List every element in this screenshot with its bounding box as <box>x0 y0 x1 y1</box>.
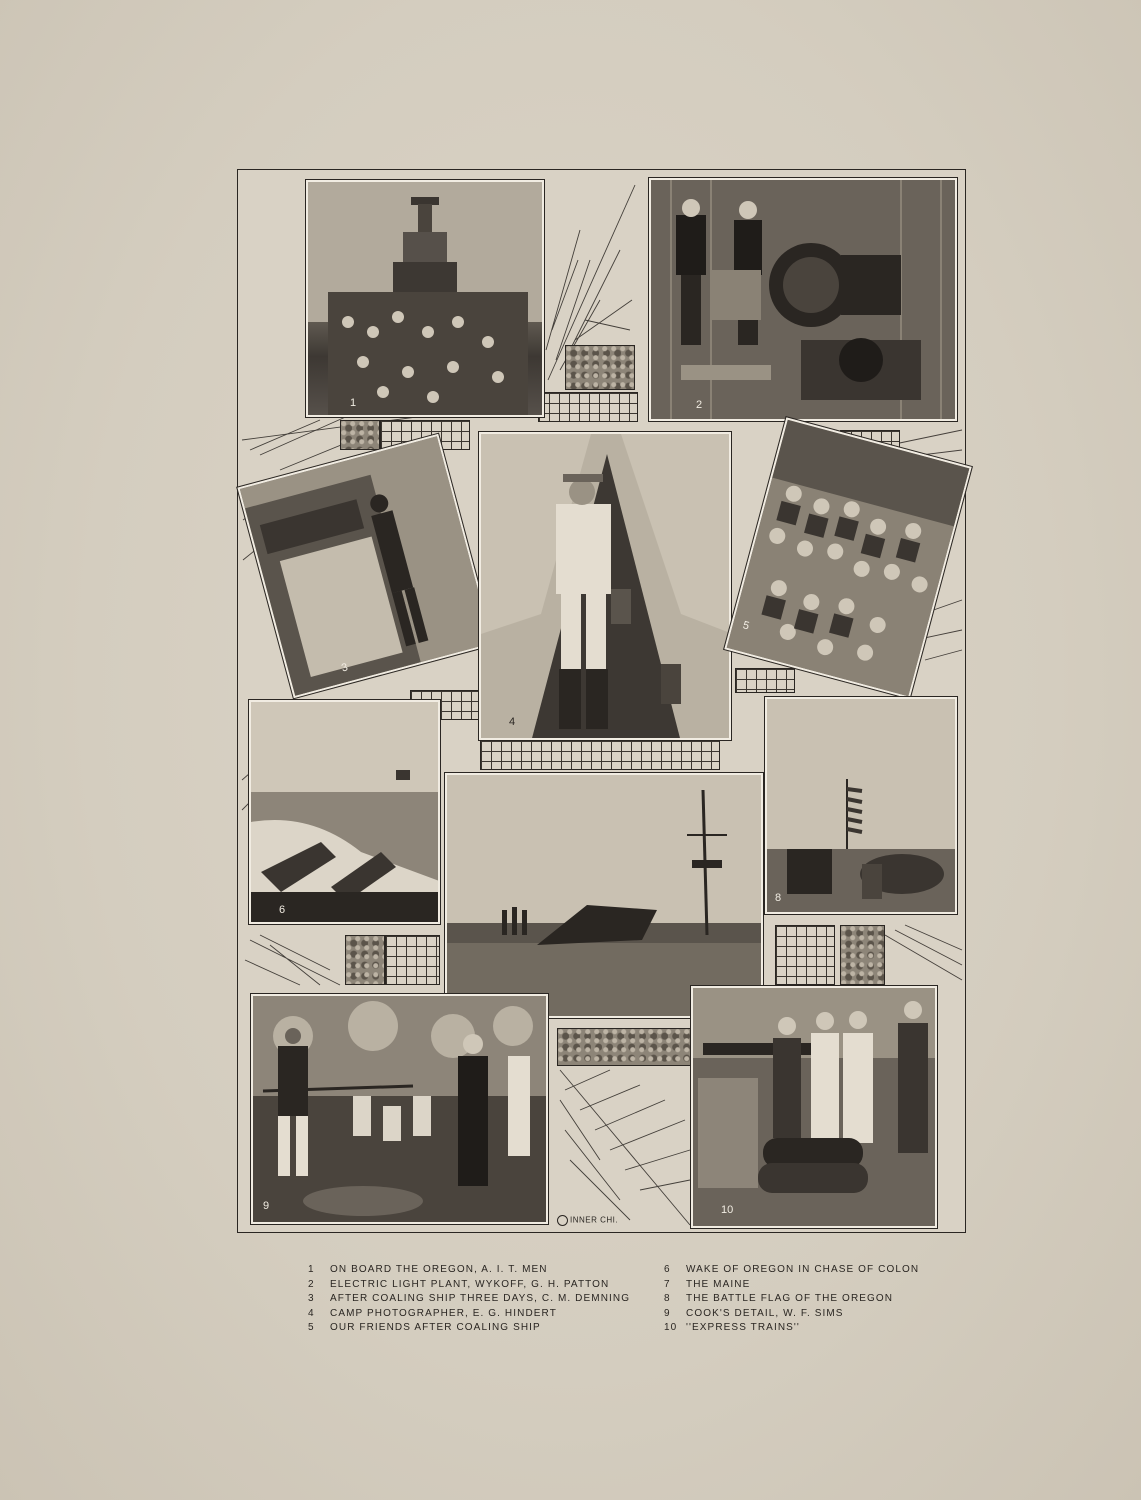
captions-right <box>664 1263 919 1336</box>
grid-strip-top <box>538 392 638 422</box>
caption-text: OUR FRIENDS AFTER COALING SHIP <box>330 1322 541 1333</box>
photo-10-number: 10 <box>721 1204 734 1216</box>
photo-8 <box>765 697 957 914</box>
photo-4-number: 4 <box>509 716 516 728</box>
caption-text: AFTER COALING SHIP THREE DAYS, C. M. DEMNING <box>330 1293 631 1304</box>
engraver-circle-logo <box>557 1215 568 1226</box>
photo-9-number: 9 <box>263 1200 270 1212</box>
floral-block-2 <box>340 420 380 450</box>
photo-5-number: 5 <box>741 619 751 633</box>
photo-9-scene <box>253 996 548 1224</box>
caption-text: COOK'S DETAIL, W. F. SIMS <box>686 1307 844 1319</box>
caption-text: ''EXPRESS TRAINS'' <box>686 1322 800 1333</box>
caption-row <box>664 1321 919 1336</box>
caption-number: 6 <box>664 1264 671 1275</box>
caption-number: 1 <box>308 1264 315 1275</box>
caption-row <box>308 1307 630 1322</box>
caption-row <box>664 1307 919 1322</box>
caption-row <box>308 1321 630 1336</box>
caption-number: 9 <box>664 1307 671 1319</box>
caption-row <box>664 1278 919 1293</box>
caption-row <box>308 1263 630 1278</box>
caption-number: 3 <box>308 1293 315 1304</box>
floral-block-1 <box>565 345 635 390</box>
caption-number: 7 <box>664 1278 671 1290</box>
caption-text: WAKE OF OREGON IN CHASE OF COLON <box>686 1264 920 1275</box>
floral-block-4 <box>840 925 885 985</box>
floral-block-5 <box>557 1028 691 1066</box>
captions-left <box>308 1263 630 1336</box>
photo-9 <box>251 994 548 1224</box>
caption-row <box>308 1292 630 1307</box>
engraver-mark: INNER CHI. <box>570 1215 619 1225</box>
photo-2-number: 2 <box>696 399 703 411</box>
caption-number: 2 <box>308 1278 315 1290</box>
photo-7-scene <box>447 775 763 1018</box>
photo-4-scene <box>481 434 731 740</box>
photo-2 <box>649 178 957 421</box>
caption-row <box>664 1292 919 1307</box>
caption-text: ELECTRIC LIGHT PLANT, WYKOFF, G. H. PATTON <box>330 1278 610 1290</box>
grid-strip-middle <box>480 740 720 770</box>
grid-strip-lower-right <box>775 925 835 985</box>
caption-number: 10 <box>664 1322 678 1333</box>
caption-text: CAMP PHOTOGRAPHER, E. G. HINDERT <box>330 1307 557 1319</box>
floral-block-3 <box>345 935 385 985</box>
photo-10-scene <box>693 988 937 1228</box>
photo-2-scene <box>651 180 957 421</box>
grid-strip-lower-left <box>385 935 440 985</box>
photo-4 <box>479 432 731 740</box>
photo-1-number: 1 <box>350 397 357 409</box>
photo-8-scene <box>767 699 957 914</box>
photo-1-scene <box>308 182 544 417</box>
caption-number: 8 <box>664 1293 671 1304</box>
photo-1 <box>306 180 544 417</box>
photo-3-number: 3 <box>340 661 350 675</box>
photo-6 <box>249 700 440 924</box>
caption-text: THE BATTLE FLAG OF THE OREGON <box>686 1293 894 1304</box>
photo-6-number: 6 <box>279 904 286 916</box>
engraver-signature <box>557 1215 618 1226</box>
photo-10 <box>691 986 937 1228</box>
caption-row <box>664 1263 919 1278</box>
caption-number: 4 <box>308 1307 315 1319</box>
caption-row <box>308 1278 630 1293</box>
photo-8-number: 8 <box>775 892 782 904</box>
caption-number: 5 <box>308 1322 315 1333</box>
photo-6-scene <box>251 702 440 924</box>
caption-text: THE MAINE <box>686 1278 751 1290</box>
photo-7 <box>445 773 763 1018</box>
grid-strip-middle-right <box>735 668 795 693</box>
caption-text: ON BOARD THE OREGON, A. I. T. MEN <box>330 1264 548 1275</box>
